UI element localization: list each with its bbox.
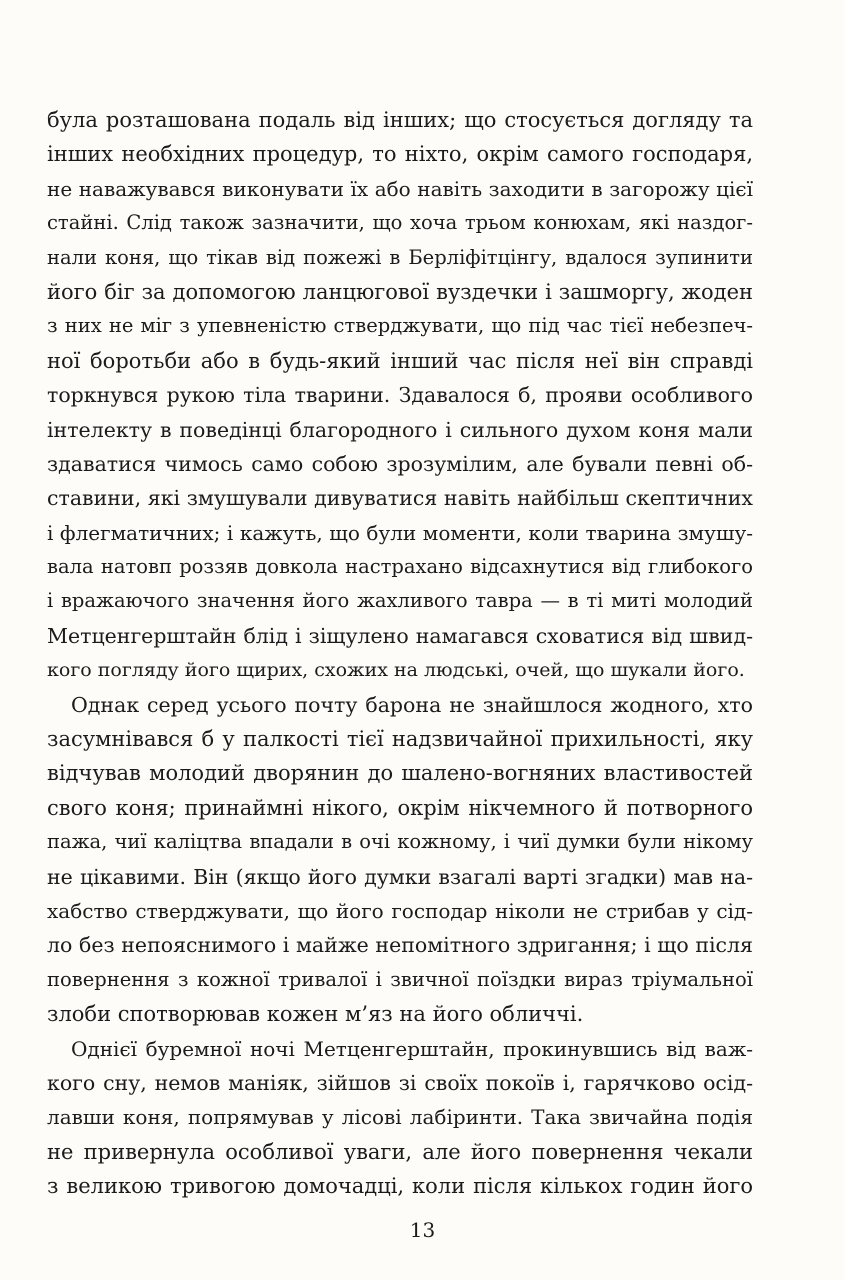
- text-line: інших необхідних процедур, то ніхто, окрім самого господаря,: [47, 142, 753, 167]
- text-line: ставини, які змушували дивуватися навіть найбільш скептичних: [47, 486, 753, 511]
- text-line: не привернула особливої уваги, але його повернення чекали: [47, 1139, 753, 1164]
- text-line: стайні. Слід також зазначити, що хоча трьом конюхам, які наздог-: [47, 211, 753, 235]
- text-line: свого коня; принаймні нікого, окрім нікчемного й потворного: [47, 795, 753, 820]
- paragraph-3: [47, 1032, 753, 1204]
- text-line: з них не міг з упевненістю стверджувати, що під час тієї небезпеч-: [47, 314, 753, 338]
- text-line: торкнувся рукою тіла тварини. Здавалося б, прояви особливого: [47, 383, 753, 408]
- text-line: не цікавими. Він (якщо його думки взагалі варті згадки) мав на-: [47, 864, 753, 889]
- text-line: засумнівався б у палкості тієї надзвичайної прихильності, яку: [47, 727, 753, 752]
- text-line: відчував молодий дворянин до шалено-вогняних властивостей: [47, 761, 753, 786]
- paragraph-2: [47, 688, 753, 1032]
- text-line: з великою тривогою домочадці, коли після кількох годин його: [47, 1174, 753, 1199]
- page-body-text: [47, 103, 753, 1204]
- text-line: нали коня, що тікав від пожежі в Берліфітцінгу, вдалося зупинити: [47, 245, 753, 269]
- text-line: Однак серед усього почту барона не знайшлося жодного, хто: [71, 692, 753, 717]
- text-line: вала натовп роззяв довкола настрахано відсахнутися від глибокого: [47, 555, 753, 579]
- text-line: здаватися чимось само собою зрозумілим, але бували певні об-: [47, 451, 753, 476]
- text-line: була розташована подаль від інших; що стосується догляду та: [47, 108, 753, 132]
- text-line: ної боротьби або в будь-який інший час після неї він справді: [47, 348, 753, 373]
- text-line: не наважувався виконувати їх або навіть заходити в загорожу цієї: [47, 176, 753, 201]
- text-line: злоби спотворював кожен м’яз на його обличчі.: [47, 1002, 584, 1027]
- text-line: його біг за допомогою ланцюгової вуздечки і зашморгу, жоден: [47, 279, 753, 304]
- text-line: лавши коня, попрямував у лісові лабіринти. Така звичайна подія: [47, 1105, 753, 1130]
- text-line: ло без непояснимого і майже непомітного здригання; і що після: [47, 933, 753, 958]
- text-line: Метценгерштайн блід і зіщулено намагався сховатися від швид-: [47, 623, 753, 648]
- text-line: кого сну, немов маніяк, зійшов зі своїх покоїв і, гарячково осід-: [47, 1070, 753, 1095]
- text-line: і флегматичних; і кажуть, що були моменти, коли тварина змушу-: [47, 520, 753, 545]
- text-line: Однієї буремної ночі Метценгерштайн, прокинувшись від важ-: [71, 1036, 753, 1061]
- page-number: 13: [409, 1218, 436, 1242]
- text-line: інтелекту в поведінці благородного і сильного духом коня мали: [47, 417, 753, 442]
- text-line: хабство стверджувати, що його господар ніколи не стрибав у сід-: [47, 898, 753, 923]
- text-line: пажа, чиї каліцтва впадали в очі кожному, і чиї думки були нікому: [47, 830, 753, 854]
- text-line: кого погляду його щирих, схожих на людські, очей, що шукали його.: [47, 659, 745, 682]
- paragraph-1: [47, 103, 753, 688]
- text-line: і вражаючого значення його жахливого тавра — в ті миті молодий: [47, 589, 753, 613]
- text-line: повернення з кожної тривалої і звичної поїздки вираз тріумальної: [47, 967, 753, 991]
